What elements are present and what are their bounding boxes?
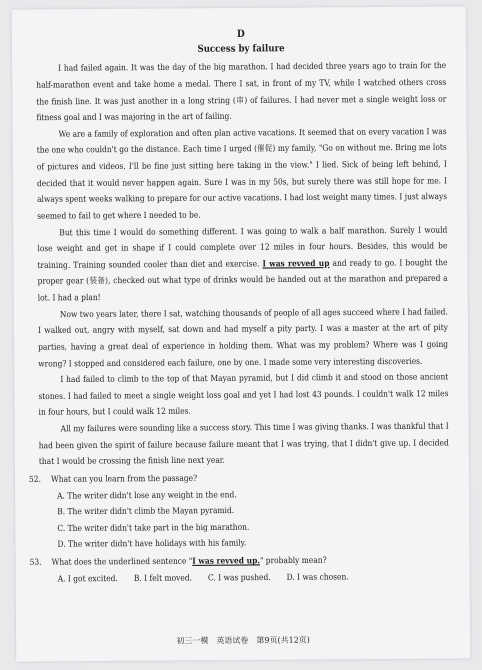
question-52-option-a[interactable]: A. The writer didn't lose any weight in the end. [57,489,237,501]
paragraph-2: We are a family of exploration and often plan active vacations. It seemed that on every vacation I was the one who couldn't go the distance. Each time I urged (催促) my family, "Go on without me. Bring me lots of pictures and videos. I'll be fine just sitting here taking in the view." I lied. Sick of being left behind, I decided that it would never happen again. Sure I was in my 50s, but surely there was still hope for me. I always spent weeks walking to prepare for our active vacations. I had lost weight many times. I just always seemed to fail to get where I needed to be. [36,126,448,221]
question-53-option-d[interactable]: D. I was chosen. [286,571,349,582]
passage-title: Success by failure [197,42,285,55]
question-53-number: 53. [29,557,42,568]
section-letter: D [236,29,245,41]
paragraph-1: I had failed again. It was the day of the big marathon. I had decided three years ago to train for the half-marathon event and take home a medal. There I sat, in front of my TV, while I watched others cross the finish line. It was just another in a long string (串) of failures. I had never met a single weight loss or fitness goal and I was majoring in the art of failing. [36,60,447,123]
paragraph-6: All my failures were sounding like a success story. This time I was giving thanks. I was thankful that I had been given the spirit of failure because failure meant that I was trying, that I didn't give up. I decided that I would be crossing the finish line next year. [38,420,449,467]
question-53-text [52,553,327,571]
question-52-option-c[interactable]: C. The writer didn't take part in the big marathon. [57,521,250,534]
question-53-text-before: What does the underlined sentence " [51,555,193,568]
paragraph-5: I had failed to climb to the top of that Mayan pyramid, but I did climb it and stood on those ancient stones. I had failed to meet a single weight loss goal and yet I had lost 43 pounds. I couldn't walk 12 miles in four hours, but I could walk 12 miles. [38,371,449,418]
question-52-option-d[interactable]: D. The writer didn't have holidays with his family. [57,538,247,550]
question-53-text-after: " probably mean? [259,555,327,566]
underlined-sentence: I was revved up [262,257,330,269]
question-52-number: 52. [28,474,41,485]
page-footer: 初三一模 英语试卷 第9页(共12页) [176,635,310,646]
question-53 [29,552,450,588]
question-52-option-b[interactable]: B. The writer didn't climb the Mayan pyramid. [57,505,235,517]
passage-content [28,27,450,588]
question-52 [28,469,450,554]
question-53-option-a[interactable]: A. I got excited. [57,572,118,584]
paragraph-3 [37,222,448,307]
question-53-option-c[interactable]: C. I was pushed. [207,571,271,583]
exam-page [12,6,471,661]
paragraph-4: Now two years later, there I sat, watching thousands of people of all ages succeed where I had failed. I walked out, angry with myself, sat down and had myself a pity party. I was a master at the art of pity parties, having a great deal of experience in holding them. What was my problem? Where was I going wrong? I stopped and considered each failure, one by one. I made some very interesting discoveries. [37,306,449,369]
question-52-text: What can you learn from the passage? [50,472,198,485]
question-53-quoted-sentence: I was revved up. [192,555,260,567]
paragraph-3-text-after: and ready to go. I bought the proper gear (装备), checked out what type of drinks would be handed out at the marathon and prepared a lot. I had a plan! [37,257,448,303]
question-53-options [40,568,450,587]
paragraph-3-text-before: But this time I would do something different. I was going to walk a half marathon. Surely I would lose weight and get in shape if I could complete over 12 miles in four hours. Besides, this would be training. Training sounded cooler than diet and exercise. [37,224,448,271]
question-53-option-b[interactable]: B. I felt moved. [133,572,193,583]
